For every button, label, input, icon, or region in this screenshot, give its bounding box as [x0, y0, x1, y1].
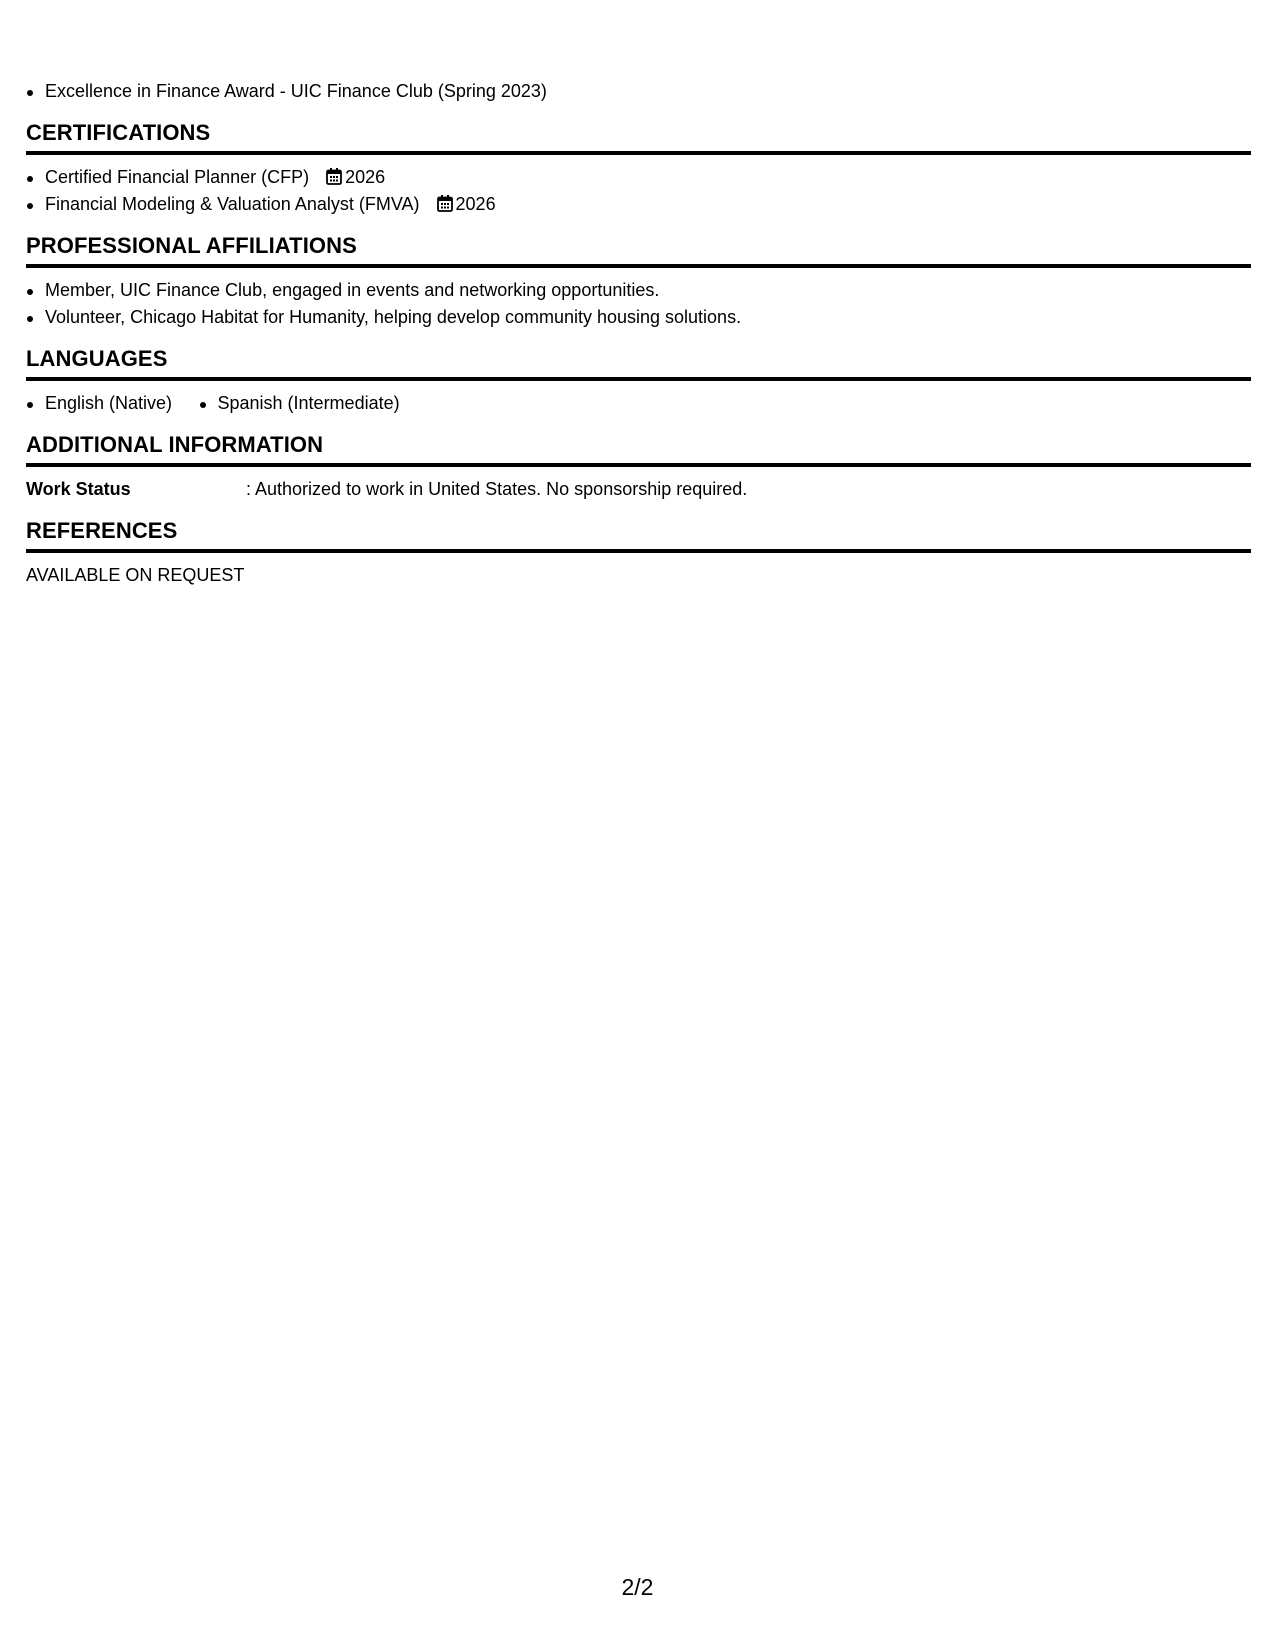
affiliation-item: Member, UIC Finance Club, engaged in events and networking opportunities.: [26, 277, 1251, 304]
section-divider: [26, 377, 1251, 381]
certification-year: 2026: [345, 167, 386, 187]
section-title-references: REFERENCES: [26, 518, 178, 543]
section-divider: [26, 549, 1251, 553]
work-status-row: [26, 476, 1251, 503]
affiliations-list: [26, 277, 1251, 331]
certification-item: [26, 164, 1251, 191]
section-divider: [26, 264, 1251, 268]
section-title-affiliations: PROFESSIONAL AFFILIATIONS: [26, 233, 357, 258]
calendar-icon: [326, 168, 342, 185]
section-title-additional-information: ADDITIONAL INFORMATION: [26, 432, 324, 457]
certification-name: Financial Modeling & Valuation Analyst (FMVA): [45, 194, 420, 214]
references-section: [26, 518, 1251, 589]
certification-year: 2026: [455, 194, 496, 214]
calendar-icon: [437, 195, 453, 212]
additional-information-section: [26, 432, 1251, 503]
affiliations-section: [26, 233, 1251, 331]
resume-page: [26, 78, 1251, 589]
certifications-section: [26, 120, 1251, 218]
language-item: English (Native): [26, 390, 172, 417]
languages-list: [26, 390, 1251, 417]
certifications-list: [26, 164, 1251, 218]
language-item: Spanish (Intermediate): [199, 390, 400, 417]
section-divider: [26, 151, 1251, 155]
languages-section: [26, 346, 1251, 417]
section-divider: [26, 463, 1251, 467]
section-title-certifications: CERTIFICATIONS: [26, 120, 211, 145]
award-item: Excellence in Finance Award - UIC Finance Club (Spring 2023): [26, 78, 1251, 105]
awards-list: [26, 78, 1251, 105]
affiliation-item: Volunteer, Chicago Habitat for Humanity, helping develop community housing solutions.: [26, 304, 1251, 331]
section-title-languages: LANGUAGES: [26, 346, 168, 371]
work-status-label: Work Status: [26, 479, 131, 499]
certification-item: [26, 191, 1251, 218]
references-text: AVAILABLE ON REQUEST: [26, 565, 245, 585]
work-status-value: : Authorized to work in United States. No sponsorship required.: [246, 479, 748, 499]
page-number: 2/2: [621, 1574, 654, 1600]
certification-name: Certified Financial Planner (CFP): [45, 167, 310, 187]
